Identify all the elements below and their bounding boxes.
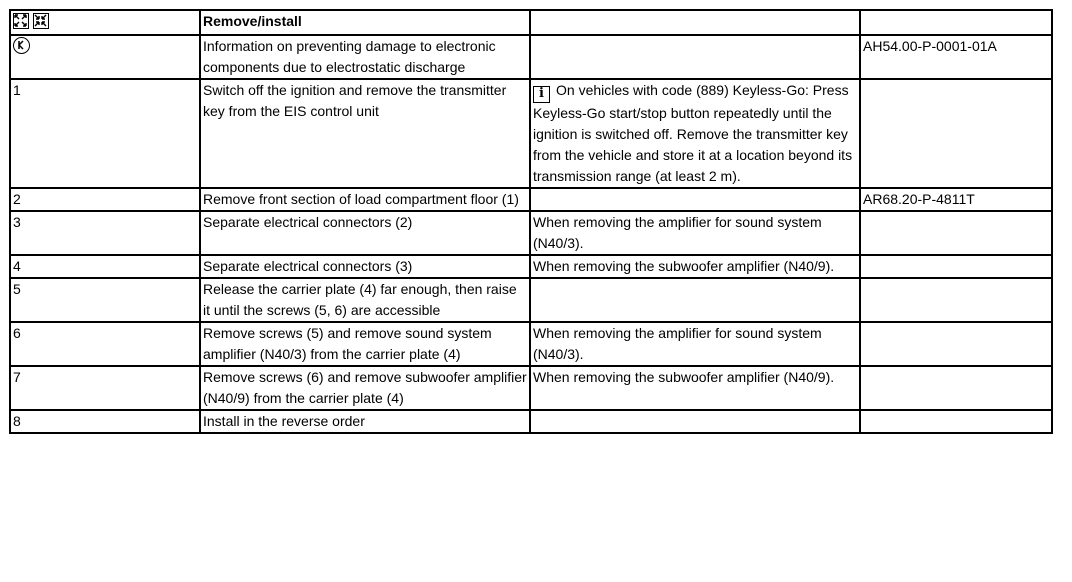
- note-cell: When removing the subwoofer amplifier (N40/9).: [530, 366, 860, 410]
- action-cell: Release the carrier plate (4) far enough, then raise it until the screws (5, 6) are accessible: [200, 278, 530, 322]
- action-cell: Remove screws (6) and remove subwoofer amplifier (N40/9) from the carrier plate (4): [200, 366, 530, 410]
- header-ref-cell: [860, 10, 1052, 35]
- step-number: 4: [10, 255, 200, 278]
- action-cell: Remove screws (5) and remove sound system amplifier (N40/3) from the carrier plate (4): [200, 322, 530, 366]
- reference-cell: [860, 366, 1052, 410]
- reference-cell: [860, 410, 1052, 433]
- action-cell: Install in the reverse order: [200, 410, 530, 433]
- action-cell: Switch off the ignition and remove the transmitter key from the EIS control unit: [200, 79, 530, 188]
- action-cell: Information on preventing damage to electronic components due to electrostatic discharge: [200, 35, 530, 79]
- note-cell: [530, 35, 860, 79]
- note-cell: When removing the subwoofer amplifier (N40/9).: [530, 255, 860, 278]
- header-note-cell: [530, 10, 860, 35]
- reference-cell: [860, 322, 1052, 366]
- table-row: [10, 35, 1052, 79]
- header-title: Remove/install: [200, 10, 530, 35]
- note-cell: [530, 278, 860, 322]
- header-icons-cell: [10, 10, 200, 35]
- step-number: 8: [10, 410, 200, 433]
- table-row: [10, 188, 1052, 211]
- action-cell: Separate electrical connectors (2): [200, 211, 530, 255]
- header-row: [10, 10, 1052, 35]
- table-row: [10, 79, 1052, 188]
- step-cell: [10, 35, 200, 79]
- table-row: [10, 255, 1052, 278]
- step-number: 2: [10, 188, 200, 211]
- table-row: [10, 322, 1052, 366]
- reference-link[interactable]: AR68.20-P-4811T: [860, 188, 1052, 211]
- step-number: 6: [10, 322, 200, 366]
- reference-cell: [860, 278, 1052, 322]
- reference-link[interactable]: AH54.00-P-0001-01A: [860, 35, 1052, 79]
- table-row: [10, 366, 1052, 410]
- esd-warning-icon: [13, 37, 30, 54]
- action-cell: Remove front section of load compartment floor (1): [200, 188, 530, 211]
- step-number: 1: [10, 79, 200, 188]
- table-row: [10, 211, 1052, 255]
- step-number: 5: [10, 278, 200, 322]
- note-cell: When removing the amplifier for sound system (N40/3).: [530, 322, 860, 366]
- reference-cell: [860, 79, 1052, 188]
- action-cell: Separate electrical connectors (3): [200, 255, 530, 278]
- step-number: 7: [10, 366, 200, 410]
- expand-arrows-icon[interactable]: [13, 13, 29, 29]
- procedure-table: [9, 9, 1053, 434]
- reference-cell: [860, 255, 1052, 278]
- note-text: On vehicles with code (889) Keyless-Go: Press Keyless-Go start/stop button repeatedly until the ignition is switched off. Remove the transmitter key from the vehicle and store it at a location beyond its transmission range (at least 2 m).: [533, 82, 853, 184]
- collapse-arrows-icon[interactable]: [33, 13, 49, 29]
- table-row: [10, 410, 1052, 433]
- table-row: [10, 278, 1052, 322]
- note-cell: [530, 410, 860, 433]
- note-cell: [530, 188, 860, 211]
- info-icon: i: [533, 86, 550, 103]
- step-number: 3: [10, 211, 200, 255]
- note-cell: When removing the amplifier for sound system (N40/3).: [530, 211, 860, 255]
- reference-cell: [860, 211, 1052, 255]
- note-cell: [530, 79, 860, 188]
